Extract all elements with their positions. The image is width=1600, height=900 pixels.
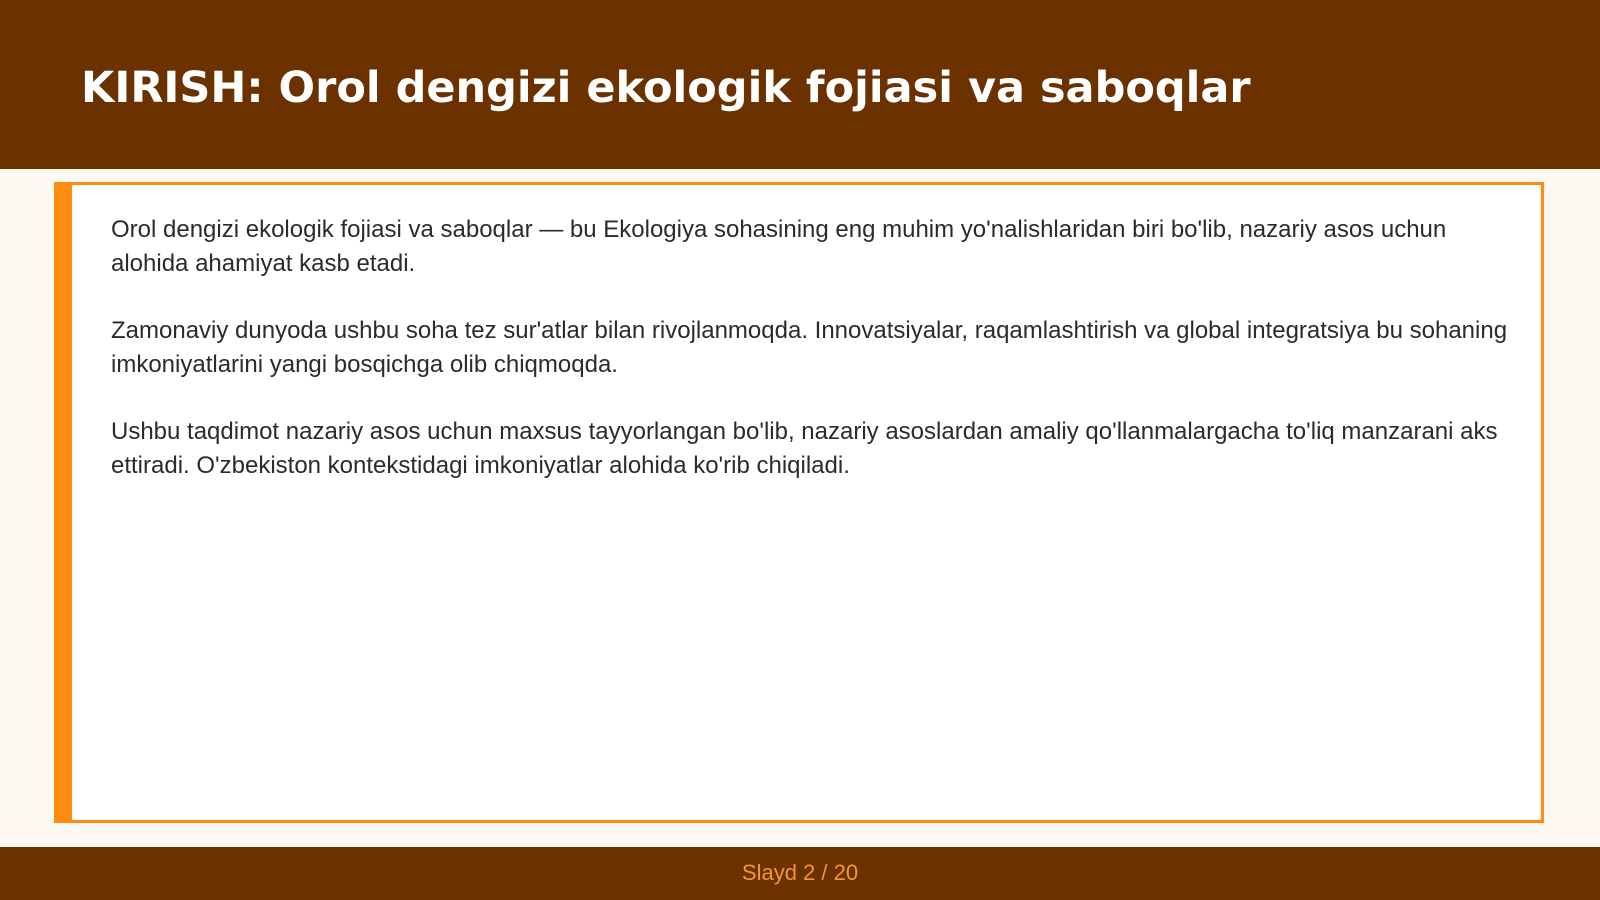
slide-footer [0, 847, 1600, 900]
presentation-purpose-paragraph: Ushbu taqdimot nazariy asos uchun maxsus tayyorlangan bo'lib, nazariy asoslardan amaliy qo'llanmalargacha to'liq manzarani aks ettiradi. O'zbekiston kontekstidagi imkoniyatlar alohida ko'rib chiqiladi. [111, 418, 1498, 479]
content-body [111, 213, 1511, 516]
intro-paragraph: Orol dengizi ekologik fojiasi va saboqlar — bu Ekologiya sohasining eng muhim yo'nalishlaridan biri bo'lib, nazariy asos uchun alohida ahamiyat kasb etadi. [111, 216, 1447, 277]
modern-world-paragraph: Zamonaviy dunyoda ushbu soha tez sur'atlar bilan rivojlanmoqda. Innovatsiyalar, raqamlashtirish va global integratsiya bu sohaning imkoniyatlarini yangi bosqichga olib chiqmoqda. [111, 317, 1508, 378]
slide-header [0, 0, 1600, 169]
slide-number: Slayd 2 / 20 [741, 860, 859, 885]
content-card [54, 182, 1544, 823]
slide-title: KIRISH: Orol dengizi ekologik fojiasi va saboqlar [81, 63, 1251, 113]
